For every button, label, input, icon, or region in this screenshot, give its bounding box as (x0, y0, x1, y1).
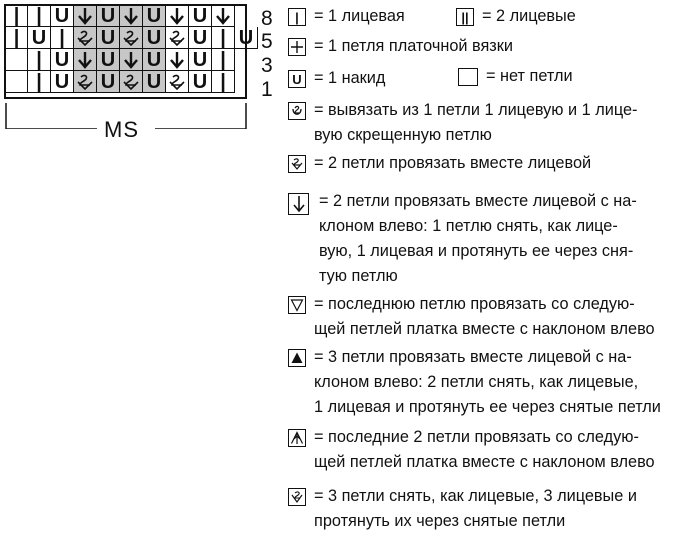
legend-text: = 3 петли провязать вместе лицевой с на- клоном влево: 2 петли снять, как лицевые, 1 лицевая и протянуть ее через снятые петли (314, 348, 661, 416)
no-stitch-icon (458, 68, 478, 86)
chart-row-3 (5, 49, 258, 71)
legend-text: = нет петли (486, 67, 573, 85)
cell-yarn-over-symbol: U (189, 71, 212, 93)
sk3-icon (288, 488, 306, 506)
row-number: 8 (261, 7, 273, 30)
row-number: 3 (261, 54, 273, 77)
garter-plus-icon (288, 38, 306, 56)
legend-text: = 2 лицевые (482, 7, 576, 25)
cell-empty (5, 71, 28, 93)
legend-item-yo (288, 70, 385, 91)
cell-yarn-over-symbol: U (51, 49, 74, 71)
legend-item-no-stitch (458, 68, 573, 89)
cell-ssk-arrow-icon (212, 5, 235, 27)
yarn-over-icon: U (288, 70, 306, 88)
cell-yarn-over-symbol: U (143, 5, 166, 27)
k2tog-icon (288, 155, 306, 173)
legend-text: = последнюю петлю провязать со следую- щей петлей платка вместе с наклоном влево (314, 295, 655, 338)
cell-ssk-arrow-icon (74, 5, 97, 27)
cell-knit-symbol: | (51, 27, 74, 49)
legend-text: = 1 петля платочной вязки (314, 37, 513, 55)
repeat-label: MS (100, 117, 143, 143)
cell-ssk-arrow-icon (74, 49, 97, 71)
cell-yarn-over-symbol: U (189, 5, 212, 27)
cell-yarn-over-symbol: U (143, 49, 166, 71)
legend-item-knit (288, 8, 405, 29)
cell-k2tog-icon (166, 71, 189, 93)
cell-yarn-over-symbol: U (51, 5, 74, 27)
cell-k2tog-icon (120, 71, 143, 93)
cell-k2tog-icon (166, 27, 189, 49)
cell-k2tog-icon (74, 71, 97, 93)
cell-ssk-arrow-icon (120, 5, 143, 27)
double-knit-icon: || (456, 8, 474, 26)
cell-yarn-over-symbol: U (51, 71, 74, 93)
legend-text: = 2 петли провязать вместе лицевой с на- клоном влево: 1 петлю снять, как лице- вую, 1 лицевая и протянуть ее через сня- тую петлю (319, 192, 637, 285)
cell-ssk-arrow-icon (166, 49, 189, 71)
cell-yarn-over-symbol: U (143, 27, 166, 49)
legend-item-triangle-open (288, 296, 686, 342)
cell-yarn-over-symbol: U (97, 71, 120, 93)
triangle-up-filled-icon (288, 349, 306, 367)
knitting-chart (5, 5, 258, 93)
legend-item-triangle-filled (288, 349, 686, 420)
legend-text: = 2 петли провязать вместе лицевой (314, 154, 592, 172)
legend-item-triangle-arrow (288, 429, 686, 475)
cell-knit-symbol: | (5, 27, 28, 49)
chart-row-5 (5, 27, 258, 49)
cell-knit-symbol: | (212, 49, 235, 71)
increase-icon (288, 102, 306, 120)
cell-yarn-over-symbol: U (189, 27, 212, 49)
legend-text: = последние 2 петли провязать со следую- щей петлей платка вместе с наклоном влево (314, 428, 655, 471)
chart-row-1 (5, 71, 258, 93)
row-number: 5 (261, 30, 273, 53)
legend-item-knit2 (456, 8, 576, 29)
triangle-down-open-icon (288, 296, 306, 314)
cell-knit-symbol: | (28, 71, 51, 93)
legend-item-increase (288, 102, 686, 148)
cell-yarn-over-symbol: U (235, 27, 258, 49)
cell-ssk-arrow-icon (166, 5, 189, 27)
cell-knit-symbol: | (212, 71, 235, 93)
cell-knit-symbol: | (28, 5, 51, 27)
legend-item-garter (288, 38, 513, 59)
row-number: 1 (261, 78, 273, 101)
cell-yarn-over-symbol: U (143, 71, 166, 93)
legend-text: = вывязать из 1 петли 1 лицевую и 1 лице- вую скрещенную петлю (314, 101, 638, 144)
cell-ssk-arrow-icon (120, 49, 143, 71)
cell-yarn-over-symbol: U (97, 5, 120, 27)
legend-item-k2tog (288, 155, 591, 176)
cell-knit-symbol: | (212, 27, 235, 49)
cell-yarn-over-symbol: U (28, 27, 51, 49)
cell-yarn-over-symbol: U (97, 27, 120, 49)
legend-item-sk3 (288, 488, 686, 534)
legend-text: = 1 накид (314, 69, 386, 87)
legend-text: = 3 петли снять, как лицевые, 3 лицевые и протянуть их через снятые петли (314, 487, 637, 530)
cell-k2tog-icon (120, 27, 143, 49)
cell-yarn-over-symbol: U (97, 49, 120, 71)
chart-row-8 (5, 5, 258, 27)
triangle-arrow-up-icon (288, 429, 306, 447)
cell-knit-symbol: | (28, 49, 51, 71)
arrow-down-icon (288, 193, 309, 215)
cell-knit-symbol: | (5, 5, 28, 27)
knit-icon: | (288, 8, 306, 26)
legend-text: = 1 лицевая (314, 7, 405, 25)
cell-empty (5, 49, 28, 71)
legend-item-ssk (288, 193, 679, 289)
cell-yarn-over-symbol: U (189, 49, 212, 71)
cell-k2tog-icon (74, 27, 97, 49)
